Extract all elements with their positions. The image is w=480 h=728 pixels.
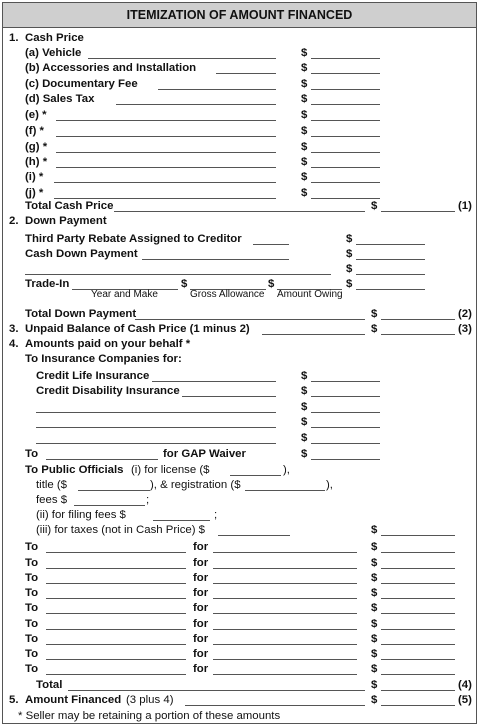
- item-label: (b) Accessories and Installation: [25, 62, 197, 74]
- public-officials-label: To Public Officials: [25, 464, 124, 476]
- purpose-field[interactable]: [213, 583, 357, 584]
- to-label: To: [25, 602, 39, 614]
- section-2-heading: [0, 214, 480, 229]
- item-label: (d) Sales Tax: [25, 93, 95, 105]
- amount-field[interactable]: [311, 182, 380, 183]
- dollar-sign: $: [301, 156, 308, 168]
- for-label: for: [193, 648, 209, 660]
- cash-price-item-row: [0, 77, 480, 92]
- amount-field[interactable]: [311, 412, 380, 413]
- dollar-sign: $: [371, 323, 378, 335]
- purpose-field[interactable]: [213, 613, 357, 614]
- to-label: To: [25, 587, 39, 599]
- to-label: To: [25, 633, 39, 645]
- taxes-row: [0, 523, 480, 538]
- dollar-sign: $: [301, 141, 308, 153]
- filing-fees-row: [0, 508, 480, 523]
- fees-row: [0, 493, 480, 508]
- rebate-label: Third Party Rebate Assigned to Creditor: [25, 233, 242, 245]
- registration-label: ), & registration ($: [150, 479, 241, 491]
- gross-allowance-caption: Gross Allowance: [190, 289, 265, 300]
- for-label: for: [193, 633, 209, 645]
- footnote: [0, 709, 480, 724]
- dollar-sign: $: [301, 401, 308, 413]
- payee-field[interactable]: [46, 552, 186, 553]
- gap-waiver-row: [0, 447, 480, 462]
- filing-fees-field[interactable]: [153, 520, 210, 521]
- payee-field[interactable]: [46, 629, 186, 630]
- leader-line: [216, 73, 276, 74]
- amount-field[interactable]: [381, 705, 455, 706]
- leader-line: [135, 319, 365, 320]
- purpose-field[interactable]: [213, 568, 357, 569]
- leader-line: [68, 690, 365, 691]
- leader-line: [253, 244, 289, 245]
- payee-row: [0, 617, 480, 632]
- to-label: To: [25, 541, 39, 553]
- amount-field[interactable]: [311, 73, 380, 74]
- cash-price-item-row: [0, 155, 480, 170]
- total-label: Total Cash Price: [25, 200, 114, 212]
- amount-field[interactable]: [311, 396, 380, 397]
- purpose-field[interactable]: [213, 674, 357, 675]
- section-title: Down Payment: [25, 215, 107, 227]
- dollar-sign: $: [301, 448, 308, 460]
- item-label: (c) Documentary Fee: [25, 78, 138, 90]
- dollar-sign: $: [301, 416, 308, 428]
- insurance-blank-row: [0, 400, 480, 415]
- for-label: for: [193, 587, 209, 599]
- amount-owing-caption: Amount Owing: [277, 289, 343, 300]
- leader-line: [116, 104, 276, 105]
- purpose-field[interactable]: [213, 629, 357, 630]
- amount-field[interactable]: [311, 89, 380, 90]
- amount-field[interactable]: [381, 674, 455, 675]
- dollar-sign: $: [301, 47, 308, 59]
- year-make-caption: Year and Make: [91, 289, 158, 300]
- item-description-field[interactable]: [56, 167, 276, 168]
- amount-field[interactable]: [311, 58, 380, 59]
- dollar-sign: $: [301, 171, 308, 183]
- amount-field[interactable]: [311, 120, 380, 121]
- purpose-field[interactable]: [213, 644, 357, 645]
- amount-field[interactable]: [311, 459, 380, 460]
- purpose-field[interactable]: [213, 659, 357, 660]
- amount-field[interactable]: [381, 211, 455, 212]
- dollar-sign: $: [371, 572, 378, 584]
- semicolon: ;: [214, 509, 218, 521]
- leader-line: [142, 259, 289, 260]
- registration-field[interactable]: [245, 490, 325, 491]
- dollar-sign: $: [301, 370, 308, 382]
- amount-field[interactable]: [311, 443, 380, 444]
- amount-field[interactable]: [381, 659, 455, 660]
- line-reference: (3): [458, 323, 472, 335]
- amount-field[interactable]: [356, 289, 425, 290]
- item-label: (a) Vehicle: [25, 47, 82, 59]
- for-label: for: [193, 572, 209, 584]
- public-officials-row: [0, 463, 480, 478]
- payee-field[interactable]: [46, 459, 158, 460]
- insurer-field[interactable]: [182, 396, 276, 397]
- for-label: for: [193, 541, 209, 553]
- section-number: 1.: [9, 32, 19, 44]
- payee-row: [0, 571, 480, 586]
- amount-field[interactable]: [356, 244, 425, 245]
- item-label: (h) *: [25, 156, 48, 168]
- form-title: ITEMIZATION OF AMOUNT FINANCED: [3, 3, 476, 28]
- insurance-heading: [0, 352, 480, 367]
- dollar-sign: $: [371, 602, 378, 614]
- payee-row: [0, 662, 480, 677]
- section-1-heading: [0, 31, 480, 46]
- insurer-field[interactable]: [36, 427, 276, 428]
- section-number: 3.: [9, 323, 19, 335]
- line-reference: (2): [458, 308, 472, 320]
- amount-field[interactable]: [356, 274, 425, 275]
- dollar-sign: $: [301, 432, 308, 444]
- payee-field[interactable]: [46, 613, 186, 614]
- dollar-sign: $: [371, 200, 378, 212]
- payee-row: [0, 540, 480, 555]
- cash-price-item-row: [0, 61, 480, 76]
- credit-life-row: [0, 369, 480, 384]
- section-3-row: [0, 322, 480, 337]
- cash-price-item-row: [0, 140, 480, 155]
- title-field[interactable]: [78, 490, 150, 491]
- amount-field[interactable]: [381, 319, 455, 320]
- dollar-sign: $: [371, 557, 378, 569]
- credit-disability-row: [0, 384, 480, 399]
- amount-financed-row: [0, 693, 480, 708]
- for-label: for: [193, 618, 209, 630]
- amount-field[interactable]: [311, 104, 380, 105]
- paren-close: ),: [283, 464, 290, 476]
- amount-field[interactable]: [381, 629, 455, 630]
- section-number: 2.: [9, 215, 19, 227]
- insurer-field[interactable]: [36, 443, 276, 444]
- amount-field[interactable]: [311, 167, 380, 168]
- section-title-suffix: (3 plus 4): [126, 694, 174, 706]
- total-cash-price-row: [0, 199, 480, 214]
- amount-field[interactable]: [356, 259, 425, 260]
- payee-row: [0, 601, 480, 616]
- for-label: for: [193, 602, 209, 614]
- dollar-sign: $: [301, 125, 308, 137]
- item-label: (f) *: [25, 125, 44, 137]
- description-field[interactable]: [25, 274, 331, 275]
- trade-in-label: Trade-In: [25, 278, 70, 290]
- dollar-sign: $: [371, 663, 378, 675]
- dollar-sign: $: [371, 524, 378, 536]
- line-reference: (5): [458, 694, 472, 706]
- dollar-sign: $: [301, 187, 308, 199]
- footnote-text: * Seller may be retaining a portion of these amounts: [18, 710, 281, 722]
- fees-field[interactable]: [74, 505, 145, 506]
- taxes-label: (iii) for taxes (not in Cash Price) $: [36, 524, 206, 536]
- payee-row: [0, 632, 480, 647]
- license-label: (i) for license ($: [131, 464, 210, 476]
- rebate-row: [0, 232, 480, 247]
- credit-disability-label: Credit Disability Insurance: [36, 385, 180, 397]
- payee-field[interactable]: [46, 598, 186, 599]
- item-description-field[interactable]: [56, 120, 276, 121]
- purpose-field[interactable]: [213, 598, 357, 599]
- dollar-sign: $: [301, 62, 308, 74]
- item-description-field[interactable]: [56, 136, 276, 137]
- amount-field[interactable]: [381, 613, 455, 614]
- payee-row: [0, 556, 480, 571]
- payee-field[interactable]: [46, 583, 186, 584]
- insurance-heading-label: To Insurance Companies for:: [25, 353, 182, 365]
- insurance-blank-row: [0, 431, 480, 446]
- dollar-sign: $: [346, 278, 353, 290]
- dollar-sign: $: [268, 278, 275, 290]
- payee-row: [0, 586, 480, 601]
- dollar-sign: $: [346, 233, 353, 245]
- dollar-sign: $: [371, 694, 378, 706]
- to-label: To: [25, 618, 39, 630]
- dollar-sign: $: [371, 648, 378, 660]
- credit-life-label: Credit Life Insurance: [36, 370, 150, 382]
- total-label: Total Down Payment: [25, 308, 137, 320]
- taxes-field[interactable]: [218, 535, 290, 536]
- cash-down-label: Cash Down Payment: [25, 248, 138, 260]
- total-down-row: [0, 307, 480, 322]
- total-other-row: [0, 678, 480, 693]
- purpose-field[interactable]: [213, 552, 357, 553]
- leader-line: [88, 58, 276, 59]
- total-label: Total: [36, 679, 63, 691]
- item-label: (e) *: [25, 109, 47, 121]
- cash-price-item-row: [0, 108, 480, 123]
- cash-price-item-row: [0, 92, 480, 107]
- dollar-sign: $: [301, 109, 308, 121]
- line-reference: (4): [458, 679, 472, 691]
- insurer-field[interactable]: [152, 381, 276, 382]
- license-field[interactable]: [230, 475, 281, 476]
- for-label: for: [193, 663, 209, 675]
- title-label: title ($: [36, 479, 68, 491]
- dollar-sign: $: [371, 587, 378, 599]
- payee-row: [0, 647, 480, 662]
- amount-field[interactable]: [381, 568, 455, 569]
- dollar-sign: $: [346, 248, 353, 260]
- cash-price-item-row: [0, 46, 480, 61]
- insurance-blank-row: [0, 415, 480, 430]
- amount-field[interactable]: [381, 644, 455, 645]
- dollar-sign: $: [301, 385, 308, 397]
- item-label: (j) *: [25, 187, 44, 199]
- payee-field[interactable]: [46, 568, 186, 569]
- leader-line: [158, 89, 276, 90]
- item-description-field[interactable]: [56, 152, 276, 153]
- dollar-sign: $: [301, 93, 308, 105]
- cash-down-row: [0, 247, 480, 262]
- fees-label: fees $: [36, 494, 68, 506]
- item-description-field[interactable]: [54, 182, 276, 183]
- item-label: (i) *: [25, 171, 44, 183]
- line-reference: (1): [458, 200, 472, 212]
- section-number: 5.: [9, 694, 19, 706]
- dollar-sign: $: [371, 679, 378, 691]
- paren-close: ),: [326, 479, 333, 491]
- section-title: Amount Financed: [25, 694, 122, 706]
- amount-field[interactable]: [381, 552, 455, 553]
- dollar-sign: $: [181, 278, 188, 290]
- section-title: Amounts paid on your behalf *: [25, 338, 191, 350]
- payee-field[interactable]: [46, 644, 186, 645]
- leader-line: [114, 211, 365, 212]
- to-label: To: [25, 572, 39, 584]
- dollar-sign: $: [371, 618, 378, 630]
- item-label: (g) *: [25, 141, 48, 153]
- amount-field[interactable]: [311, 381, 380, 382]
- amount-field[interactable]: [381, 334, 455, 335]
- blank-down-row: [0, 262, 480, 277]
- leader-line: [262, 334, 365, 335]
- dollar-sign: $: [371, 308, 378, 320]
- amount-field[interactable]: [381, 690, 455, 691]
- amount-field[interactable]: [311, 136, 380, 137]
- payee-field[interactable]: [46, 674, 186, 675]
- to-label: To: [25, 648, 39, 660]
- title-registration-row: [0, 478, 480, 493]
- section-number: 4.: [9, 338, 19, 350]
- filing-fees-label: (ii) for filing fees $: [36, 509, 126, 521]
- to-label: To: [25, 448, 39, 460]
- dollar-sign: $: [371, 633, 378, 645]
- for-label: for: [193, 557, 209, 569]
- gap-waiver-label: for GAP Waiver: [163, 448, 246, 460]
- cash-price-item-row: [0, 170, 480, 185]
- dollar-sign: $: [301, 78, 308, 90]
- to-label: To: [25, 663, 39, 675]
- dollar-sign: $: [346, 263, 353, 275]
- section-4-heading: [0, 337, 480, 352]
- section-title: Cash Price: [25, 32, 84, 44]
- leader-line: [185, 705, 365, 706]
- cash-price-item-row: [0, 124, 480, 139]
- amount-field[interactable]: [381, 535, 455, 536]
- insurer-field[interactable]: [36, 412, 276, 413]
- amount-field[interactable]: [311, 152, 380, 153]
- amount-field[interactable]: [381, 583, 455, 584]
- payee-field[interactable]: [46, 659, 186, 660]
- dollar-sign: $: [371, 541, 378, 553]
- to-label: To: [25, 557, 39, 569]
- amount-field[interactable]: [311, 427, 380, 428]
- section-title: Unpaid Balance of Cash Price (1 minus 2): [25, 323, 250, 335]
- semicolon: ;: [146, 494, 150, 506]
- amount-field[interactable]: [381, 598, 455, 599]
